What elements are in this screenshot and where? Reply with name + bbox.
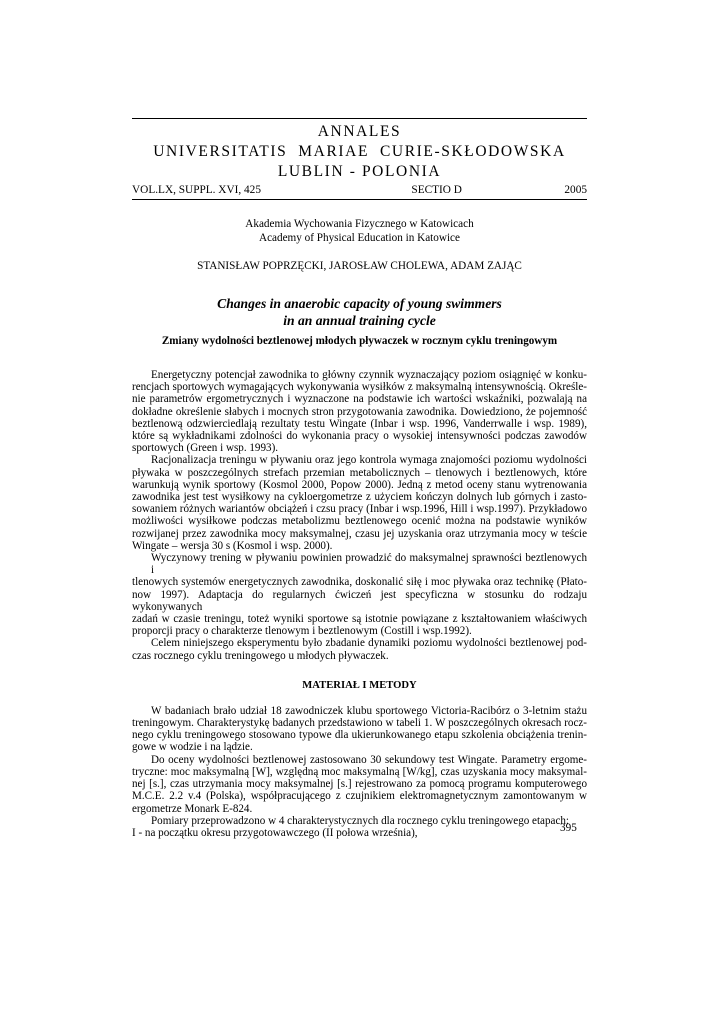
authors: STANISŁAW POPRZĘCKI, JAROSŁAW CHOLEWA, ADAM ZAJĄC (197, 260, 522, 272)
journal-title-line-1: ANNALES (317, 123, 402, 140)
text-line: I - na początku okresu przygotowawczego (II połowa września), (132, 826, 418, 839)
text-line: Wyczynowy trening w pływaniu powinien prowadzić do maksymalnej sprawności beztlenowych i (151, 552, 587, 577)
methods-paragraph-2 (132, 754, 587, 815)
text-line: dokładne określenie słabych i mocnych stron przygotowania zawodnika. Dowiedziono, że pojemność (132, 405, 587, 418)
text-line: tlenowych systemów energetycznych zawodnika, doskonalić siłę i moc pływaka oraz technikę (Płato- (132, 576, 587, 589)
section-heading-methods: MATERIAŁ I METODY (302, 679, 417, 691)
text-line: Pomiary przeprowadzono w 4 charakterystycznych dla rocznego cyklu treningowego etapach: (151, 814, 570, 827)
page (132, 118, 587, 839)
text-line: Celem niniejszego eksperymentu było zbadanie dynamiki poziomu wydolności beztlenowej pod- (151, 637, 587, 650)
text-line: treningowym. Charakterystykę badanych przedstawiono w tabeli 1. W poszczególnych okresach rocz- (132, 717, 587, 730)
intro-paragraph-3 (132, 552, 587, 637)
text-line: beztlenową odzwierciedlają rezultaty testu Wingate (Inbar i wsp. 1996, Vanderrwalle i wsp. 1989), (132, 417, 587, 430)
title-en-line-1: Changes in anaerobic capacity of young swimmers (217, 296, 502, 311)
text-line: gowe w wodzie i na lądzie. (132, 741, 253, 754)
journal-meta-row (132, 183, 587, 198)
text-line: sportowych (Green i wsp. 1993). (132, 442, 279, 455)
page-number: 395 (560, 822, 577, 834)
methods-paragraph-1 (132, 705, 587, 754)
intro-paragraph-4 (132, 637, 587, 661)
text-line: zadań w czasie treningu, toteż wyniki sportowe są istotnie powiązane z kształtowaniem właściwych (132, 613, 587, 626)
intro-paragraph-1 (132, 369, 587, 454)
text-line: Wingate – wersja 30 s (Kosmol i wsp. 2000). (132, 539, 333, 552)
text-line: now 1997). Adaptacja do regularnych ćwiczeń jest specyficzna w stosunku do rodzaju wykonywanych (132, 588, 587, 613)
text-line: Do oceny wydolności beztlenowej zastosowano 30 sekundowy test Wingate. Parametry ergome- (151, 753, 587, 766)
text-line: proporcji pracy o charakterze tlenowym i beztlenowym (Costill i wsp.1992). (132, 625, 472, 638)
text-line: nej [s.], czas utrzymania mocy maksymalnej [s.] rejestrowano za pomocą programu komputerowego (132, 778, 587, 791)
journal-title-line-2: UNIVERSITATIS MARIAE CURIE-SKŁODOWSKA (153, 143, 566, 160)
article-title-polish: Zmiany wydolności beztlenowej młodych pływaczek w rocznym cyklu treningowym (161, 335, 558, 347)
text-line: zawodnika jest test wysiłkowy na cykloergometrze z użyciem kończyn dolnych lub górnych i zasto- (132, 491, 587, 504)
text-line: M.C.E. 2.2 v.4 (Polska), współpracującego z czujnikiem elektromagnetycznym zamontowanym w (132, 790, 587, 803)
methods-paragraph-3 (132, 815, 587, 839)
text-line: warunkują wynik sportowy (Kosmol 2000, Popow 2000). Jedną z metod oceny stanu wytrenowania (132, 478, 587, 491)
text-line: czas rocznego cyklu treningowego u młodych pływaczek. (132, 649, 389, 662)
sectio-label: SECTIO D (411, 184, 462, 196)
affiliation-english: Academy of Physical Education in Katowice (258, 232, 460, 244)
introduction (132, 369, 587, 662)
affiliation (132, 217, 587, 245)
intro-paragraph-2 (132, 454, 587, 552)
article-title-english (132, 295, 587, 329)
text-line: tryczne: moc maksymalną [W], względną moc maksymalną [W/kg], czas uzyskania mocy maksymal- (132, 765, 587, 778)
text-line: Racjonalizacja treningu w pływaniu oraz jego kontrola wymaga znajomości poziomu wydolności (151, 454, 587, 467)
text-line: Energetyczny potencjał zawodnika to główny czynnik wyznaczający poziom osiągnięć w konku- (151, 369, 587, 381)
text-line: pływaka w poszczególnych strefach przemian metabolicznych – tlenowych i beztlenowych, które (132, 466, 587, 479)
text-line: ergometrze Monark E-824. (132, 802, 253, 815)
text-line: rencjach sportowych wymagających wykonywania wysiłków z maksymalną intensywnością. Określe- (132, 381, 587, 394)
text-line: możliwości wysiłkowe podczas metabolizmu beztlenowego ocenić można na podstawie wyników (132, 515, 587, 528)
text-line: nego cyklu treningowego stosowano typowe dla ukierunkowanego etapu szkolenia obciążenia trenin- (132, 729, 587, 742)
text-line: które są wykładnikami zdolności do wykonania pracy o wysokiej intensywności podczas zawodów (132, 430, 587, 443)
text-line: W badaniach brało udział 18 zawodniczek klubu sportowego Victoria-Racibórz o 3-letnim stażu (151, 704, 587, 717)
year-label: 2005 (564, 184, 587, 196)
header-top-rule (132, 118, 587, 119)
text-line: sowaniem różnych wariantów obciążeń i czsu pracy (Inbar i wsp.1996, Hill i wsp.1997). Przykładowo (132, 503, 587, 516)
text-line: nie parametrów ergometrycznych i wyznaczone na podstawie ich wartości wskaźniki, pozwalają na (132, 393, 587, 406)
affiliation-polish: Akademia Wychowania Fizycznego w Katowicach (245, 218, 474, 230)
journal-title-line-3: LUBLIN - POLONIA (277, 163, 442, 180)
volume-label: VOL.LX, SUPPL. XVI, 425 (132, 184, 261, 196)
methods (132, 705, 587, 839)
header-bottom-rule (132, 199, 587, 200)
title-en-line-2: in an annual training cycle (283, 313, 436, 328)
text-line: rozwijanej przez zawodnika mocy maksymalnej, czasu jej uzyskania oraz utrzymania mocy w teście (132, 527, 587, 540)
